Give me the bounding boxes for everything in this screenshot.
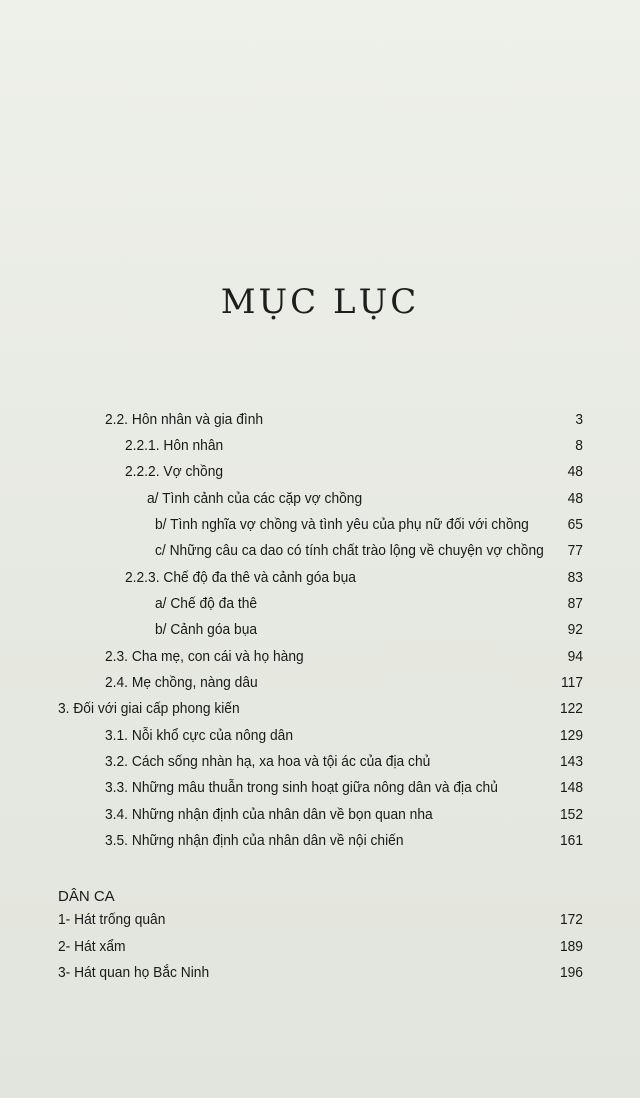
toc-entry [105,778,583,798]
toc-entry [58,963,583,983]
toc-entry [105,410,583,430]
toc-entry [155,594,583,614]
toc-entry-label: 2- Hát xẩm [58,938,126,955]
toc-entry-label: 3- Hát quan họ Bắc Ninh [58,964,210,981]
toc-entry-page: 152 [559,806,583,823]
toc-entry-page: 122 [559,700,583,717]
toc-entry-label: b/ Tình nghĩa vợ chồng và tình yêu của phụ nữ đối với chồng [155,516,529,533]
toc-entry [105,673,583,693]
toc-entry-label: 2.3. Cha mẹ, con cái và họ hàng [105,648,304,665]
toc-entry [105,726,583,746]
toc-entry [58,699,583,719]
toc-entry-label: 3.3. Những mâu thuẫn trong sinh hoạt giữa nông dân và địa chủ [105,779,498,796]
toc-entry-page: 77 [567,542,583,559]
toc-entry-page: 65 [567,516,583,533]
toc-entry-page: 48 [567,490,583,507]
toc-entry-label: 3.5. Những nhận định của nhân dân về nội chiến [105,832,404,849]
toc-entry-page: 8 [575,437,583,454]
toc-entry-page: 148 [559,779,583,796]
toc-entry-label: 3.4. Những nhận định của nhân dân về bọn quan nha [105,806,433,823]
toc-entry-page: 117 [560,674,583,691]
toc-entry-page: 129 [559,727,583,744]
toc-entry-page: 83 [567,569,583,586]
toc-entry-label: 1- Hát trống quân [58,911,166,928]
toc-entry-page: 92 [567,621,583,638]
toc-entry [58,910,583,930]
toc-entry [155,515,583,535]
toc-entry [155,541,583,561]
toc-entry-label: 3. Đối với giai cấp phong kiến [58,700,240,717]
toc-entry-label: 2.2.3. Chế độ đa thê và cảnh góa bụa [125,569,356,586]
toc-entry-label: 2.2. Hôn nhân và gia đình [105,411,264,428]
page-title: MỤC LỤC [220,282,420,322]
toc-entry-label: 3.1. Nỗi khổ cực của nông dân [105,727,293,744]
toc-entry-label: b/ Cảnh góa bụa [155,621,258,638]
toc-entry-page: 3 [575,411,583,428]
toc-entry-label: 2.2.1. Hôn nhân [125,437,224,454]
toc-entry-page: 161 [559,832,583,849]
toc-entry-label: 2.4. Mẹ chồng, nàng dâu [105,674,258,691]
toc-entry [125,462,583,482]
toc-entry [147,489,583,509]
toc-entry [105,805,583,825]
toc-entry-page: 172 [559,911,583,928]
toc-entry [105,831,583,851]
section-heading-dan-ca: DÂN CA [58,888,115,905]
toc-entry-page: 196 [559,964,583,981]
toc-entry [125,568,583,588]
toc-entry-label: a/ Chế độ đa thê [155,595,258,612]
toc-entry-page: 189 [559,938,583,955]
toc-entry [105,752,583,772]
toc-entry-page: 94 [567,648,583,665]
toc-entry [105,647,583,667]
toc-entry-label: a/ Tình cảnh của các cặp vợ chồng [147,490,363,507]
toc-entry-label: 3.2. Cách sống nhàn hạ, xa hoa và tội ác của địa chủ [105,753,431,770]
toc-entry [155,620,583,640]
toc-entry-label: 2.2.2. Vợ chồng [125,463,224,480]
toc-entry-label: c/ Những câu ca dao có tính chất trào lộng về chuyện vợ chồng [155,542,544,559]
toc-entry [125,436,583,456]
toc-entry-page: 48 [567,463,583,480]
toc-entry [58,937,583,957]
toc-entry-page: 143 [559,753,583,770]
toc-entry-page: 87 [567,595,583,612]
